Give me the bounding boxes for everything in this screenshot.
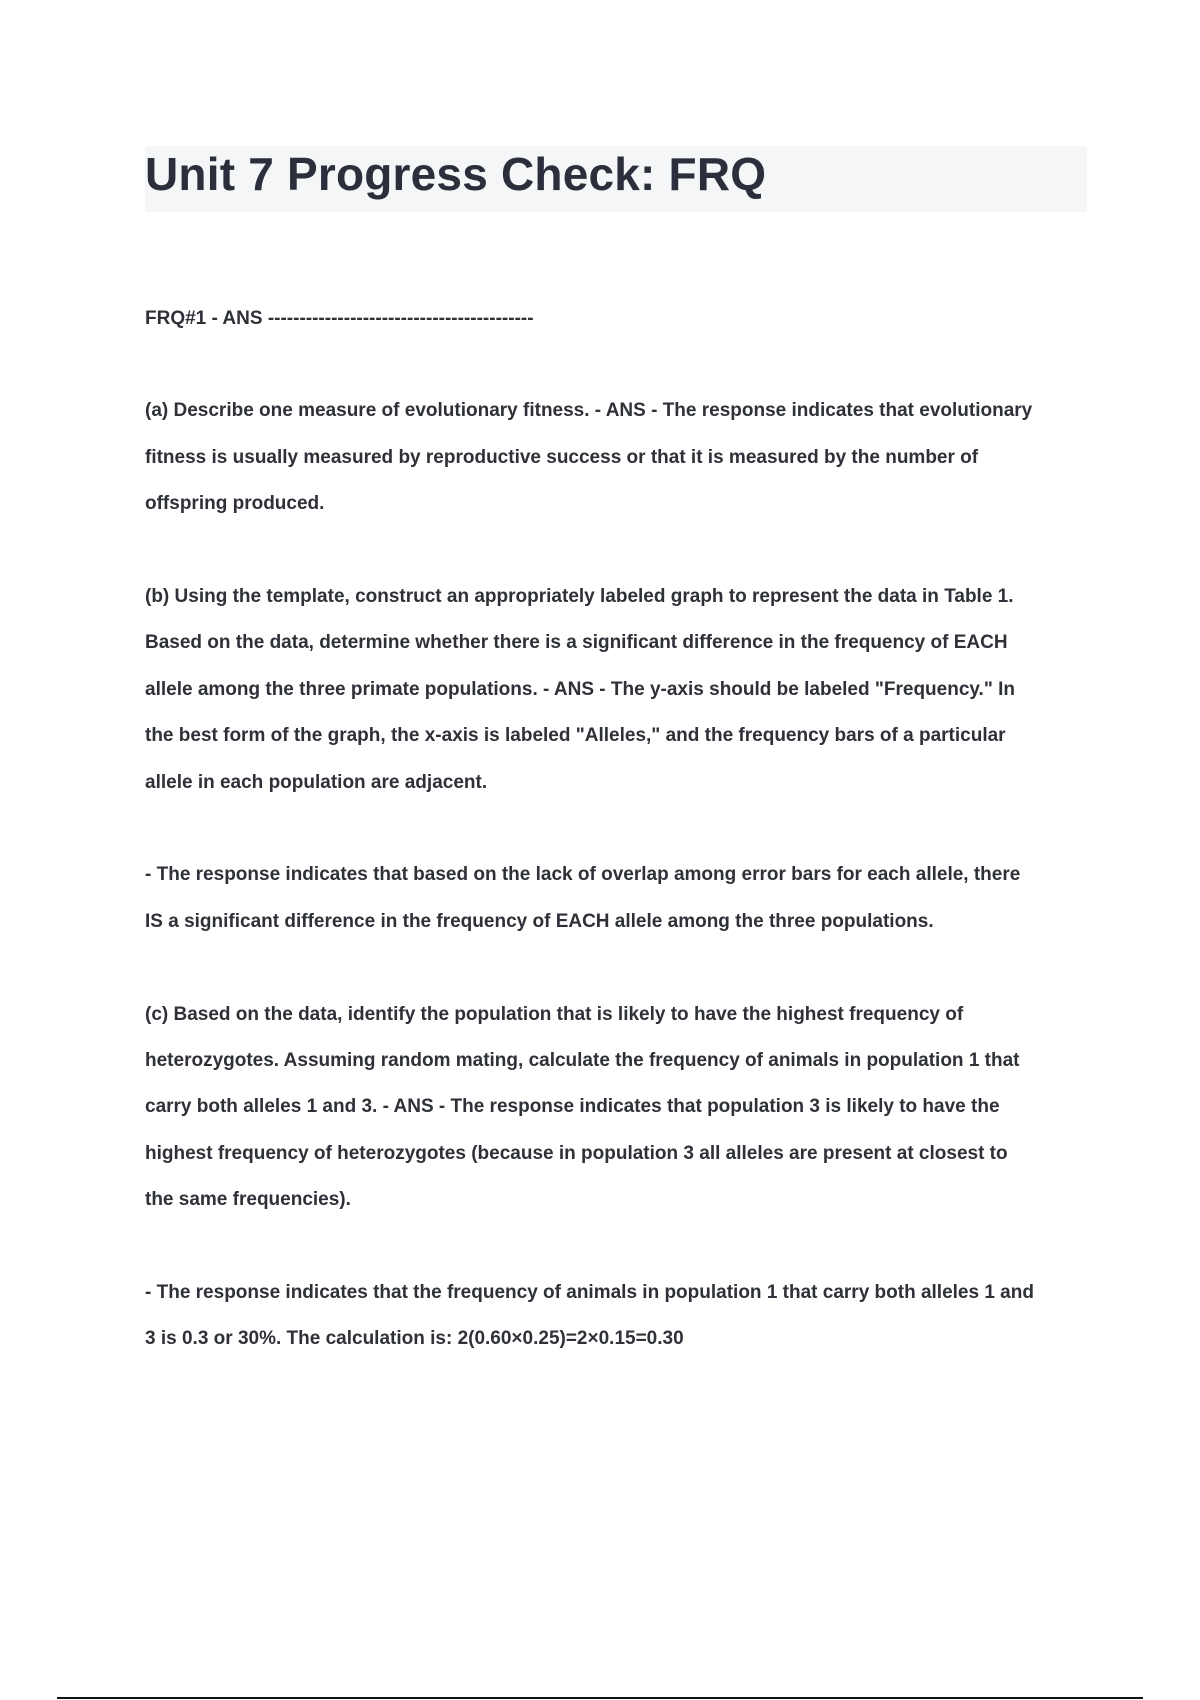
text-line: Based on the data, determine whether there is a significant difference in the frequency of EACH — [145, 632, 1008, 654]
text-line: allele in each population are adjacent. — [145, 771, 488, 793]
paragraph-c — [145, 992, 1095, 1224]
text-line: the same frequencies). — [145, 1189, 351, 1211]
text-line: - The response indicates that based on the lack of overlap among error bars for each allele, there — [145, 864, 1021, 886]
text-line: (a) Describe one measure of evolutionary fitness. - ANS - The response indicates that evolutionary — [145, 400, 1033, 422]
spacer — [145, 806, 1095, 852]
spacer — [145, 1224, 1095, 1270]
text-line: fitness is usually measured by reproductive success or that it is measured by the number of — [145, 446, 979, 468]
paragraph-b — [145, 574, 1095, 806]
spacer — [145, 945, 1095, 991]
paragraph-b-response — [145, 852, 1095, 945]
text-line: (b) Using the template, construct an appropriately labeled graph to represent the data in Table 1. — [145, 586, 1014, 607]
paragraph-a — [145, 388, 1095, 527]
text-line: allele among the three primate populations. - ANS - The y-axis should be labeled "Frequency." In — [145, 678, 1016, 700]
frq-heading: FRQ#1 - ANS ------------------------------------------ — [145, 308, 534, 329]
page-title: Unit 7 Progress Check: FRQ — [145, 148, 767, 200]
text-line: carry both alleles 1 and 3. - ANS - The response indicates that population 3 is likely to have the — [145, 1096, 1000, 1118]
spacer — [145, 342, 1095, 388]
text-line: 3 is 0.3 or 30%. The calculation is: 2(0.60×0.25)=2×0.15=0.30 — [145, 1328, 684, 1350]
text-line: (c) Based on the data, identify the population that is likely to have the highest frequency of — [145, 1003, 964, 1025]
title-banner — [145, 146, 1087, 212]
document-body — [145, 296, 1095, 1363]
paragraph-c-response — [145, 1270, 1095, 1363]
text-line: heterozygotes. Assuming random mating, calculate the frequency of animals in population 1 that — [145, 1050, 1020, 1072]
text-line: IS a significant difference in the frequency of EACH allele among the three populations. — [145, 910, 934, 932]
text-line: offspring produced. — [145, 493, 325, 515]
text-line: the best form of the graph, the x-axis is labeled "Alleles," and the frequency bars of a particular — [145, 725, 1006, 747]
text-line: - The response indicates that the frequency of animals in population 1 that carry both alleles 1 and — [145, 1282, 1034, 1304]
text-line: highest frequency of heterozygotes (because in population 3 all alleles are present at closest to — [145, 1142, 1008, 1164]
spacer — [145, 528, 1095, 574]
page-bottom-rule — [57, 1697, 1143, 1699]
